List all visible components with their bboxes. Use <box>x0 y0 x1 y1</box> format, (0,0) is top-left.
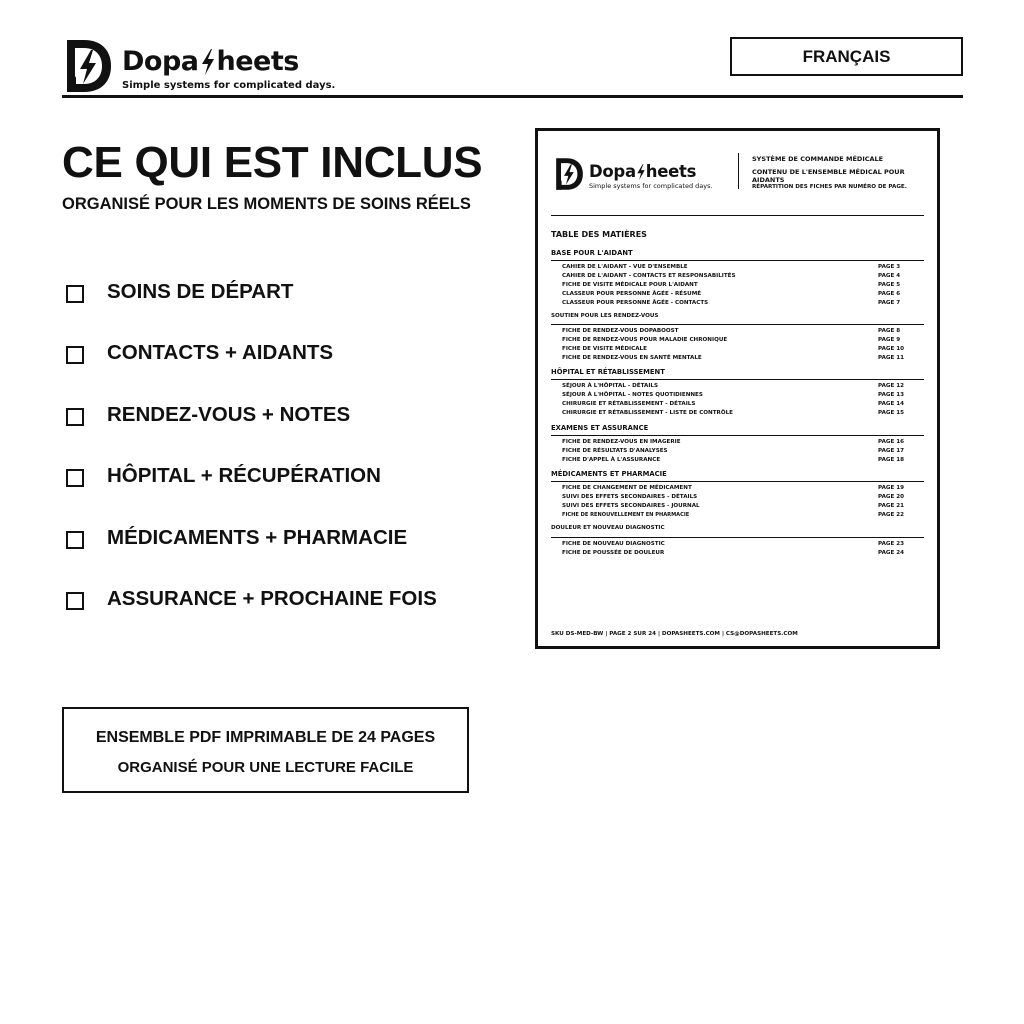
toc-row: SUIVI DES EFFETS SECONDAIRES - DÉTAILS PAGE 20 <box>562 494 905 500</box>
preview-rule <box>551 379 924 380</box>
preview-rule <box>551 537 924 538</box>
bolt-icon <box>200 49 216 75</box>
toc-row: FICHE DE NOUVEAU DIAGNOSTIC PAGE 23 <box>562 541 905 547</box>
toc-row: SÉJOUR À L'HÔPITAL - DÉTAILS PAGE 12 <box>562 383 905 389</box>
toc-row: FICHE DE RENDEZ-VOUS DOPABOOST PAGE 8 <box>562 328 901 334</box>
checkbox-icon <box>66 285 84 303</box>
preview-logo <box>554 157 713 191</box>
toc-row: FICHE DE VISITE MÉDICALE PAGE 10 <box>562 346 905 352</box>
preview-footer: SKU DS-MED-BW | PAGE 2 SUR 24 | DOPASHEETS.COM | CS@DOPASHEETS.COM <box>551 631 798 637</box>
toc-row: CLASSEUR POUR PERSONNE ÂGÉE - RÉSUMÉ PAGE 6 <box>562 291 901 297</box>
checkbox-icon <box>66 592 84 610</box>
checkbox-icon <box>66 469 84 487</box>
toc-title: TABLE DES MATIÈRES <box>551 230 647 239</box>
dopasheets-logo-icon <box>554 157 585 191</box>
toc-row: CHIRURGIE ET RÉTABLISSEMENT - LISTE DE CONTRÔLE PAGE 15 <box>562 410 905 416</box>
toc-section-title: MÉDICAMENTS ET PHARMACIE <box>551 470 667 478</box>
preview-rule <box>551 215 924 216</box>
toc-row: FICHE DE RENDEZ-VOUS EN SANTÉ MENTALE PAGE 11 <box>562 355 905 361</box>
preview-rule <box>551 324 924 325</box>
brand-tagline: Simple systems for complicated days. <box>122 80 336 91</box>
feature-label: RENDEZ-VOUS + NOTES <box>107 403 351 426</box>
preview-header-line: CONTENU DE L'ENSEMBLE MÉDICAL POUR AIDANTS <box>752 168 905 184</box>
toc-row: CLASSEUR POUR PERSONNE ÂGÉE - CONTACTS PAGE 7 <box>562 300 901 306</box>
toc-row: FICHE DE POUSSÉE DE DOULEUR PAGE 24 <box>562 550 905 556</box>
toc-section-title: HÔPITAL ET RÉTABLISSEMENT <box>551 368 665 376</box>
header-divider <box>62 95 963 98</box>
toc-row: FICHE DE VISITE MÉDICALE POUR L'AIDANT PAGE 5 <box>562 282 901 288</box>
preview-rule <box>551 260 924 261</box>
brand-logo <box>64 38 335 94</box>
pdf-info-line: ENSEMBLE PDF IMPRIMABLE DE 24 PAGES <box>95 729 436 746</box>
preview-rule <box>551 481 924 482</box>
toc-section-title: BASE POUR L'AIDANT <box>551 249 633 257</box>
page-title: CE QUI EST INCLUS <box>62 138 483 187</box>
language-selector[interactable]: FRANÇAIS <box>730 37 963 76</box>
feature-label: SOINS DE DÉPART <box>107 280 294 303</box>
toc-row: CAHIER DE L'AIDANT - VUE D'ENSEMBLE PAGE 3 <box>562 264 901 270</box>
toc-row: FICHE D'APPEL À L'ASSURANCE PAGE 18 <box>562 457 905 463</box>
preview-rule <box>551 435 924 436</box>
toc-section-title: SOUTIEN POUR LES RENDEZ-VOUS <box>551 313 659 319</box>
bolt-icon <box>636 164 646 180</box>
pdf-info-box <box>62 707 469 793</box>
checkbox-icon <box>66 346 84 364</box>
feature-label: ASSURANCE + PROCHAINE FOIS <box>107 587 437 610</box>
preview-header-divider <box>738 153 739 189</box>
toc-row: CHIRURGIE ET RÉTABLISSEMENT - DÉTAILS PAGE 14 <box>562 401 905 407</box>
toc-row: FICHE DE RENDEZ-VOUS EN IMAGERIE PAGE 16 <box>562 439 905 445</box>
toc-section-title: DOULEUR ET NOUVEAU DIAGNOSTIC <box>551 525 665 531</box>
feature-item <box>66 341 333 365</box>
toc-row: SÉJOUR À L'HÔPITAL - NOTES QUOTIDIENNES PAGE 13 <box>562 392 905 398</box>
toc-row: FICHE DE CHANGEMENT DE MÉDICAMENT PAGE 19 <box>562 485 905 491</box>
toc-row: FICHE DE RÉSULTATS D'ANALYSES PAGE 17 <box>562 448 905 454</box>
feature-item <box>66 280 293 304</box>
toc-section-title: EXAMENS ET ASSURANCE <box>551 424 649 432</box>
checkbox-icon <box>66 408 84 426</box>
feature-item <box>66 587 437 611</box>
feature-label: CONTACTS + AIDANTS <box>107 341 334 364</box>
preview-header-line: RÉPARTITION DES FICHES PAR NUMÉRO DE PAGE. <box>752 184 907 190</box>
feature-item <box>66 526 407 550</box>
toc-row: CAHIER DE L'AIDANT - CONTACTS ET RESPONSABILITÉS PAGE 4 <box>562 273 901 279</box>
pdf-info-line: ORGANISÉ POUR UNE LECTURE FACILE <box>117 759 414 776</box>
page-subtitle: ORGANISÉ POUR LES MOMENTS DE SOINS RÉELS <box>62 195 471 213</box>
preview-tagline: Simple systems for complicated days. <box>589 182 713 190</box>
dopasheets-logo-icon <box>64 38 114 94</box>
feature-label: HÔPITAL + RÉCUPÉRATION <box>107 464 381 487</box>
feature-label: MÉDICAMENTS + PHARMACIE <box>107 526 408 549</box>
toc-row: SUIVI DES EFFETS SECONDAIRES - JOURNAL PAGE 21 <box>562 503 905 509</box>
feature-item <box>66 464 381 488</box>
document-preview <box>535 128 940 649</box>
preview-header-line: SYSTÈME DE COMMANDE MÉDICALE <box>752 155 884 163</box>
feature-item <box>66 403 350 427</box>
brand-name: Dopa heets <box>122 46 299 77</box>
checkbox-icon <box>66 531 84 549</box>
toc-row: FICHE DE RENDEZ-VOUS POUR MALADIE CHRONIQUE PAGE 9 <box>562 337 901 343</box>
toc-row: FICHE DE RENOUVELLEMENT EN PHARMACIE PAGE 22 <box>562 512 905 518</box>
preview-brand-name: Dopa heets <box>589 162 697 181</box>
